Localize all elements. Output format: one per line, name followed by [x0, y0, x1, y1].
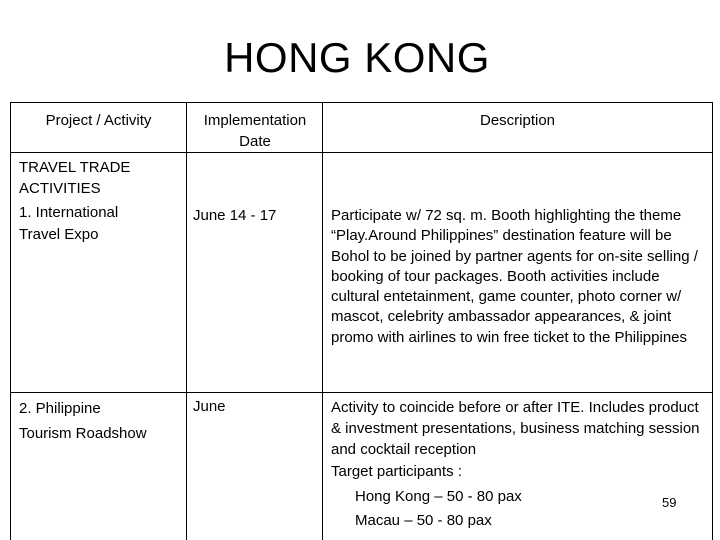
row1-project-heading: TRAVEL TRADE ACTIVITIES — [19, 159, 131, 197]
row2-description: Activity to coincide before or after ITE. Includes product & investment presentations, business matching session and cocktail reception — [331, 399, 700, 458]
header-description: Description — [479, 112, 556, 129]
row1-date: June 14 - 17 — [193, 207, 277, 224]
row2-target-macau: Macau – 50 - 80 pax — [355, 512, 492, 529]
row1-project: 1. International Travel Expo — [19, 204, 119, 243]
row2-target-hongkong: Hong Kong – 50 - 80 pax — [355, 488, 522, 505]
row2-target-label: Target participants : — [331, 463, 462, 480]
table-col-divider-2 — [322, 102, 323, 540]
page-title: HONG KONG — [224, 34, 490, 81]
table-top-border — [10, 102, 713, 103]
page-number: 59 — [662, 495, 677, 510]
row2-date: June — [193, 398, 226, 415]
row2-project: 2. Philippine Tourism Roadshow — [19, 400, 147, 442]
header-implementation-date: Implementation Date — [203, 112, 307, 150]
row1-description: Participate w/ 72 sq. m. Booth highlighting the theme “Play.Around Philippines” destination feature will be Bohol to be joined by partner agents for on-site selling / booking of tour packages. Booth activities include cultural entetainment, game counter, photo corner w/ mascot, celebrity ambassador appearances, & joint promo with airlines to win free ticket to the Philippines — [331, 207, 698, 346]
table-right-border — [712, 102, 713, 540]
table-row-divider — [10, 392, 713, 393]
table-col-divider-1 — [186, 102, 187, 540]
header-project-activity: Project / Activity — [45, 112, 152, 129]
table-header-divider — [10, 152, 713, 153]
table-left-border — [10, 102, 11, 540]
